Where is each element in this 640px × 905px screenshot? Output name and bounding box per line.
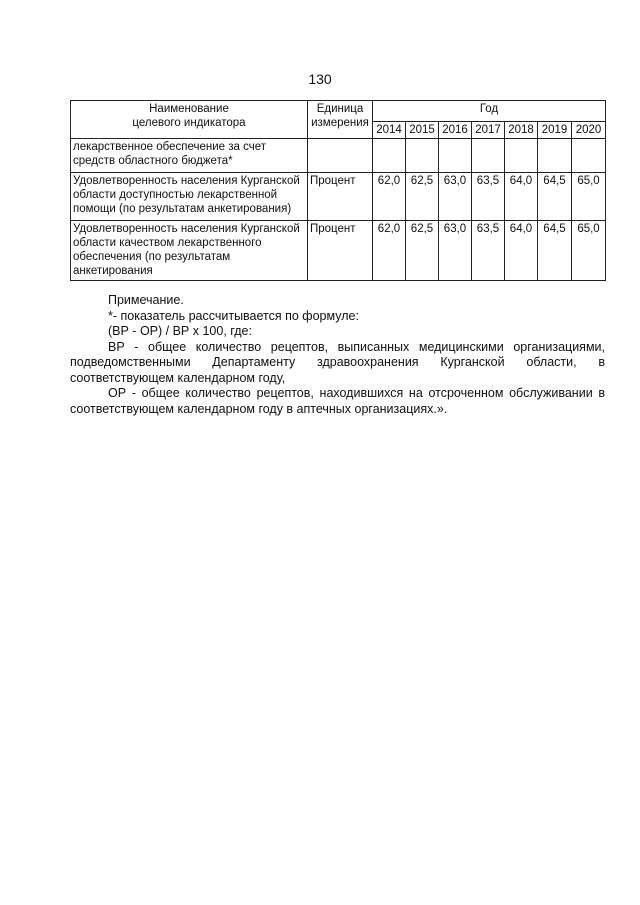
indicator-value: 64,5 [538,221,572,281]
notes-formula: (ВР - ОР) / ВР х 100, где: [108,324,252,338]
unit-header-line2: измерения [311,117,369,129]
year-header: 2017 [472,122,505,139]
unit-column-header [308,101,373,139]
unit-header-line1: Единица [316,103,364,115]
indicator-value: 62,5 [406,221,439,281]
indicator-value: 62,5 [406,173,439,221]
header-row [71,101,606,122]
name-column-header [71,101,308,139]
table-row [71,139,606,173]
page-number: 130 [308,71,332,87]
indicator-value: 63,5 [472,173,505,221]
name-header-line2: целевого индикатора [132,117,246,129]
indicator-value [439,139,472,173]
indicator-value: 65,0 [572,173,606,221]
indicator-name: Удовлетворенность населения Курганской области качеством лекарственного обеспечения (по результатам анкетирования [71,221,308,281]
notes-section [70,293,605,417]
indicator-value [406,139,439,173]
indicator-value [572,139,606,173]
indicator-value: 63,0 [439,173,472,221]
year-header: 2019 [538,122,572,139]
indicator-name: Удовлетворенность населения Курганской области доступностью лекарственной помощи (по результатам анкетирования) [71,173,308,221]
indicator-value [472,139,505,173]
year-header: 2016 [439,122,472,139]
name-header-line1: Наименование [149,103,229,115]
indicator-value: 64,0 [505,173,538,221]
indicator-unit: Процент [308,221,373,281]
year-header: 2020 [572,122,606,139]
indicator-value: 62,0 [373,221,406,281]
notes-or-definition: ОР - общее количество рецептов, находившихся на отсроченном обслуживании в соответствующем календарном году в аптечных организациях.». [70,386,605,416]
table-row [71,221,606,281]
indicator-value: 65,0 [572,221,606,281]
indicator-value [505,139,538,173]
indicator-value: 64,5 [538,173,572,221]
year-group-header: Год [373,101,606,122]
indicator-value [538,139,572,173]
indicator-table [70,100,606,281]
indicator-value: 62,0 [373,173,406,221]
indicator-value: 63,5 [472,221,505,281]
indicator-name: лекарственное обеспечение за счет средств областного бюджета* [71,139,308,173]
notes-vr-definition: ВР - общее количество рецептов, выписанных медицинскими организациями, подведомственными Департаменту здравоохранения Курганской области, в соответствующем календарном году, [70,339,605,385]
year-header: 2014 [373,122,406,139]
year-header: 2018 [505,122,538,139]
table-row [71,173,606,221]
indicator-value [373,139,406,173]
indicator-value: 63,0 [439,221,472,281]
year-header: 2015 [406,122,439,139]
notes-line: *- показатель рассчитывается по формуле: [108,308,359,323]
notes-heading: Примечание. [108,293,184,307]
indicator-unit: Процент [308,173,373,221]
indicator-unit [308,139,373,173]
indicator-value: 64,0 [505,221,538,281]
